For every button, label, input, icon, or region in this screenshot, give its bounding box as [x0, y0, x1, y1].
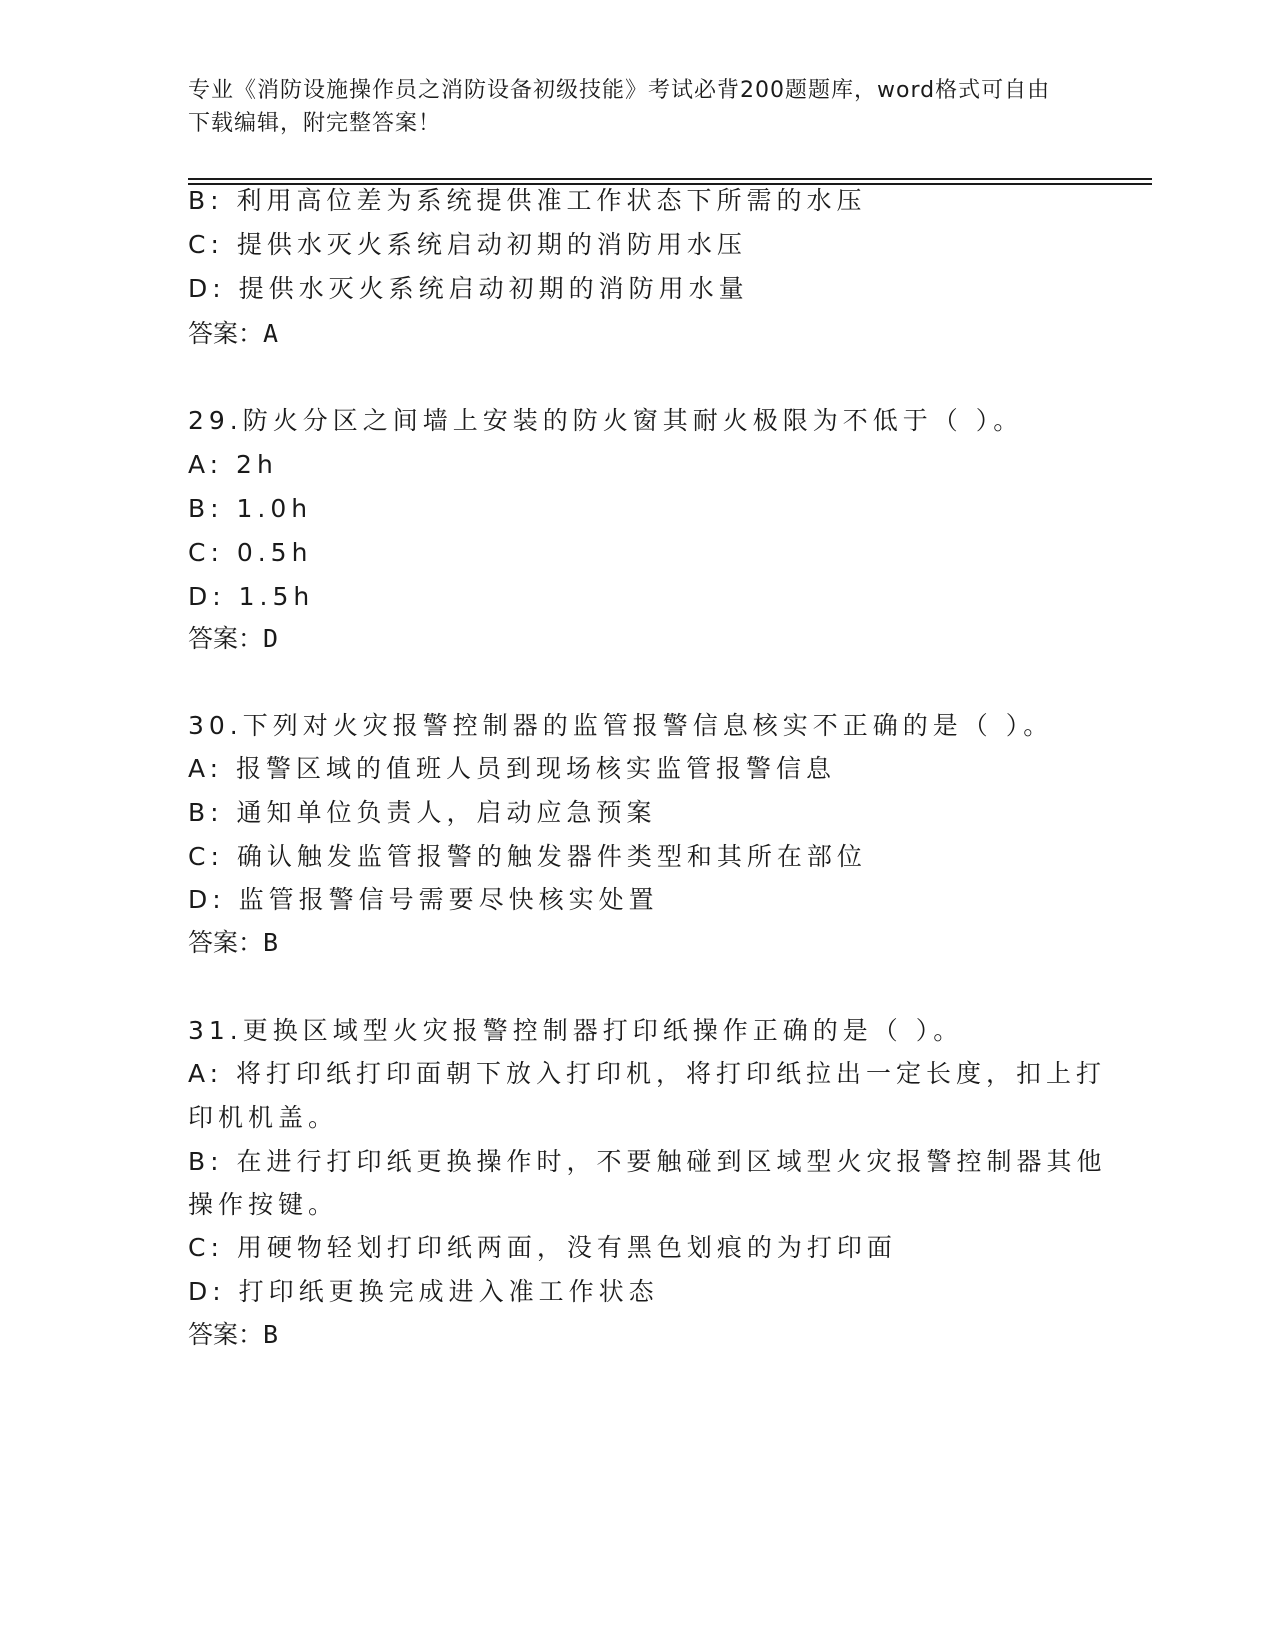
- q30-option-a: A: 报警区域的值班人员到现场核实监管报警信息: [188, 754, 837, 783]
- q31-option-c: C: 用硬物轻划打印纸两面，没有黑色划痕的为打印面: [188, 1233, 897, 1262]
- q28-answer: [188, 317, 278, 351]
- q30-option-c: C: 确认触发监管报警的触发器件类型和其所在部位: [188, 842, 867, 871]
- q28-option-c: C: 提供水灭火系统启动初期的消防用水压: [188, 230, 747, 259]
- document-header: 专业《消防设施操作员之消防设备初级技能》考试必背200题题库，word格式可自由下载编辑，附完整答案！: [188, 78, 1051, 136]
- q29-question: 29.防火分区之间墙上安装的防火窗其耐火极限为不低于（ ）。: [188, 406, 1024, 435]
- q28-option-b: B: 利用高位差为系统提供准工作状态下所需的水压: [188, 186, 867, 215]
- q29-option-b: B: 1.0h: [188, 494, 313, 523]
- q29-option-c: C: 0.5h: [188, 538, 313, 567]
- q30-option-d: D: 监管报警信号需要尽快核实处置: [188, 885, 659, 914]
- q28-answer-label: 答案：: [188, 319, 264, 348]
- header-rule-top: [188, 178, 1152, 180]
- q31-option-a-line1: A: 将打印纸打印面朝下放入打印机，将打印纸拉出一定长度，扣上打: [188, 1059, 1107, 1088]
- q31-question: 31.更换区域型火灾报警控制器打印纸操作正确的是（ ）。: [188, 1016, 964, 1045]
- q31-answer: [188, 1318, 278, 1352]
- q30-question: 30.下列对火灾报警控制器的监管报警信息核实不正确的是（ ）。: [188, 711, 1054, 740]
- q28-answer-value: A: [263, 319, 279, 348]
- q31-option-d: D: 打印纸更换完成进入准工作状态: [188, 1277, 659, 1306]
- q31-option-b-line2: 操作按键。: [188, 1190, 339, 1219]
- q29-answer-value: D: [263, 624, 279, 653]
- q31-answer-value: B: [263, 1320, 279, 1349]
- q31-answer-label: 答案：: [188, 1320, 264, 1349]
- q30-answer-value: B: [263, 928, 279, 957]
- q31-option-b-line1: B: 在进行打印纸更换操作时，不要触碰到区域型火灾报警控制器其他: [188, 1147, 1107, 1176]
- q29-option-d: D: 1.5h: [188, 582, 315, 611]
- q30-option-b: B: 通知单位负责人，启动应急预案: [188, 798, 657, 827]
- q29-answer: [188, 622, 278, 656]
- q29-answer-label: 答案：: [188, 624, 264, 653]
- q28-option-d: D: 提供水灭火系统启动初期的消防用水量: [188, 274, 749, 303]
- q31-option-a-line2: 印机机盖。: [188, 1103, 339, 1132]
- q29-option-a: A: 2h: [188, 450, 278, 479]
- q30-answer: [188, 926, 278, 960]
- q30-answer-label: 答案：: [188, 928, 264, 957]
